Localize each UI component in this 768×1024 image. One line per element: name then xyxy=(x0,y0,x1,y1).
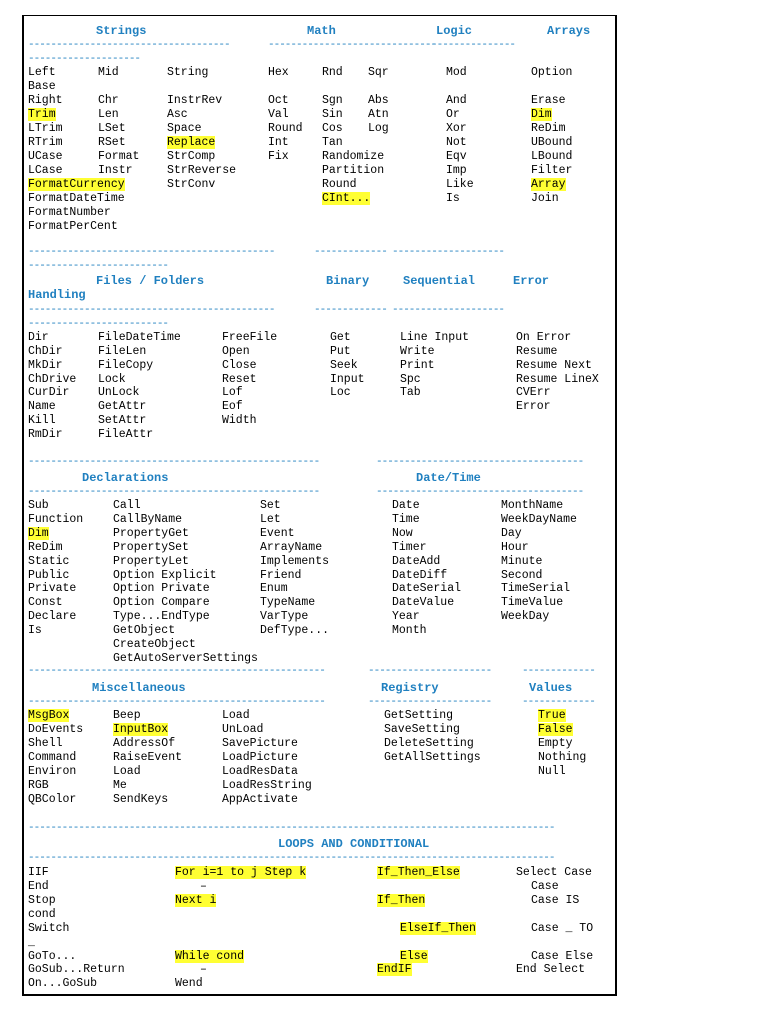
list-item: GoSub...Return xyxy=(28,963,125,976)
list-item: RTrim xyxy=(28,136,63,149)
list-item: Put xyxy=(330,345,351,358)
list-item: VarType xyxy=(260,610,309,623)
list-item: GetAttr xyxy=(98,400,147,413)
list-item: Option xyxy=(531,66,573,79)
list-item-highlighted: ElseIf_Then xyxy=(400,922,476,935)
list-item: ReDim xyxy=(531,122,566,135)
list-item: String xyxy=(167,66,209,79)
list-item: Left xyxy=(28,66,56,79)
list-item: Month xyxy=(392,624,427,637)
list-item-highlighted: Replace xyxy=(167,136,216,149)
divider: ------------------------------------ xyxy=(28,39,230,51)
list-item: Eof xyxy=(222,400,243,413)
list-item: Minute xyxy=(501,555,543,568)
list-item: LCase xyxy=(28,164,63,177)
list-item: FormatDateTime xyxy=(28,192,125,205)
list-item: ArrayName xyxy=(260,541,323,554)
list-item: Get xyxy=(330,331,351,344)
list-item: Static xyxy=(28,555,70,568)
list-item: FormatNumber xyxy=(28,206,111,219)
list-item: Write xyxy=(400,345,435,358)
list-item: Like xyxy=(446,178,474,191)
list-item: Cos xyxy=(322,122,343,135)
list-item: Wend xyxy=(175,977,203,990)
list-item: Type...EndType xyxy=(113,610,210,623)
divider: ---------------------------------------------------------------------------------------------- xyxy=(28,822,555,834)
list-item: _ xyxy=(28,936,35,949)
list-item-highlighted: Next i xyxy=(175,894,217,907)
list-item: Int xyxy=(268,136,289,149)
divider: --------------- xyxy=(431,39,516,51)
list-item: Not xyxy=(446,136,467,149)
list-item: FreeFile xyxy=(222,331,278,344)
list-item: – xyxy=(200,963,207,976)
list-item: Now xyxy=(392,527,413,540)
logic-heading: Logic xyxy=(436,24,473,38)
list-item-highlighted: Array xyxy=(531,178,566,191)
list-item: Let xyxy=(260,513,281,526)
divider: ---------------------------------------------------------------------------------------------- xyxy=(28,852,555,864)
list-item: CVErr xyxy=(516,386,551,399)
divider: ------------------------------ xyxy=(268,39,437,51)
list-item: Filter xyxy=(531,164,573,177)
list-item: Day xyxy=(501,527,522,540)
list-item: LSet xyxy=(98,122,126,135)
list-item: Tab xyxy=(400,386,421,399)
list-item: PropertyGet xyxy=(113,527,189,540)
list-item: RaiseEvent xyxy=(113,751,183,764)
list-item: End xyxy=(28,880,49,893)
divider: ---------------------- xyxy=(368,665,492,677)
list-item: Base xyxy=(28,80,56,93)
list-item: RSet xyxy=(98,136,126,149)
list-item: Case Else xyxy=(531,950,594,963)
list-item: SaveSetting xyxy=(384,723,460,736)
list-item: Call xyxy=(113,499,141,512)
list-item: Close xyxy=(222,359,257,372)
list-item: Implements xyxy=(260,555,330,568)
list-item: Select Case xyxy=(516,866,592,879)
list-item: Fix xyxy=(268,150,289,163)
list-item: SavePicture xyxy=(222,737,298,750)
list-item: Mid xyxy=(98,66,119,79)
list-item: LTrim xyxy=(28,122,63,135)
binary-heading: Binary xyxy=(326,274,370,288)
list-item: Seek xyxy=(330,359,358,372)
list-item: Enum xyxy=(260,582,288,595)
divider: ------------------------------------- xyxy=(376,456,584,468)
list-item: Is xyxy=(28,624,42,637)
loops-heading: LOOPS AND CONDITIONAL xyxy=(278,837,430,851)
list-item: Sin xyxy=(322,108,343,121)
values-heading: Values xyxy=(529,681,573,695)
list-item: Beep xyxy=(113,709,141,722)
list-item: Name xyxy=(28,400,56,413)
list-item: CallByName xyxy=(113,513,183,526)
list-item: Lof xyxy=(222,386,243,399)
list-item: Sub xyxy=(28,499,49,512)
datetime-heading: Date/Time xyxy=(416,471,481,485)
list-item: AppActivate xyxy=(222,793,298,806)
list-item: LoadResString xyxy=(222,779,312,792)
list-item: Load xyxy=(222,709,250,722)
list-item: Instr xyxy=(98,164,133,177)
list-item: Case xyxy=(531,880,559,893)
list-item: TimeValue xyxy=(501,596,564,609)
list-item: Null xyxy=(538,765,566,778)
list-item: Atn xyxy=(368,108,389,121)
list-item: Xor xyxy=(446,122,467,135)
list-item: Join xyxy=(531,192,559,205)
declarations-heading: Declarations xyxy=(82,471,169,485)
list-item: GoTo... xyxy=(28,950,77,963)
list-item: Time xyxy=(392,513,420,526)
list-item-highlighted: MsgBox xyxy=(28,709,70,722)
divider: ------------------------- xyxy=(28,260,169,272)
divider: ------------- xyxy=(314,304,387,316)
list-item: SendKeys xyxy=(113,793,169,806)
list-item-highlighted: While cond xyxy=(175,950,245,963)
list-item: ReDim xyxy=(28,541,63,554)
math-heading: Math xyxy=(307,24,336,38)
divider: ----------------------------------------------------- xyxy=(28,665,325,677)
list-item: StrReverse xyxy=(167,164,237,177)
list-item: LoadPicture xyxy=(222,751,298,764)
list-item: DefType... xyxy=(260,624,330,637)
list-item: Dir xyxy=(28,331,49,344)
list-item: Asc xyxy=(167,108,188,121)
divider: -------------------- xyxy=(392,246,505,258)
list-item: GetAutoServerSettings xyxy=(113,652,258,665)
list-item: Partition xyxy=(322,164,385,177)
divider: ---------------------------------------------------- xyxy=(28,486,320,498)
list-item: TimeSerial xyxy=(501,582,571,595)
list-item: UnLoad xyxy=(222,723,264,736)
divider: -------------------- xyxy=(392,304,505,316)
error-heading-line2: Handling xyxy=(28,288,86,302)
divider: ------------- xyxy=(314,246,387,258)
list-item: UCase xyxy=(28,150,63,163)
list-item: IIF xyxy=(28,866,49,879)
list-item: SetAttr xyxy=(98,414,147,427)
list-item: DeleteSetting xyxy=(384,737,474,750)
list-item-highlighted: True xyxy=(538,709,566,722)
highlight-cint: CInt... xyxy=(322,192,371,205)
list-item: Oct xyxy=(268,94,289,107)
list-item-highlighted: EndIF xyxy=(377,963,412,976)
divider: ------------- xyxy=(522,665,595,677)
list-item-highlighted: False xyxy=(538,723,573,736)
list-item: Case IS xyxy=(531,894,580,907)
error-heading: Error xyxy=(513,274,550,288)
list-item: StrComp xyxy=(167,150,216,163)
divider: ----------------------------------------------------- xyxy=(28,696,325,708)
list-item: Command xyxy=(28,751,77,764)
list-item: On Error xyxy=(516,331,572,344)
list-item: Event xyxy=(260,527,295,540)
list-item: Me xyxy=(113,779,127,792)
list-item: Shell xyxy=(28,737,63,750)
list-item: On...GoSub xyxy=(28,977,98,990)
list-item: Spc xyxy=(400,373,421,386)
list-item: Round xyxy=(268,122,303,135)
list-item: InstrRev xyxy=(167,94,223,107)
list-item: Sqr xyxy=(368,66,389,79)
list-item: Second xyxy=(501,569,543,582)
list-item: FileLen xyxy=(98,345,147,358)
list-item: DateAdd xyxy=(392,555,441,568)
list-item: Resume Next xyxy=(516,359,592,372)
divider: ------------- xyxy=(522,696,595,708)
list-item: Lock xyxy=(98,373,126,386)
list-item: Stop xyxy=(28,894,56,907)
list-item: Mod xyxy=(446,66,467,79)
list-item: DateDiff xyxy=(392,569,448,582)
list-item: Sgn xyxy=(322,94,343,107)
list-item: CreateObject xyxy=(113,638,196,651)
list-item: Load xyxy=(113,765,141,778)
list-item: Round xyxy=(322,178,357,191)
list-item-highlighted: Dim xyxy=(531,108,552,121)
strings-heading: Strings xyxy=(96,24,147,38)
list-item-highlighted: If_Then_Else xyxy=(377,866,460,879)
list-item: TypeName xyxy=(260,596,316,609)
list-item: Switch xyxy=(28,922,70,935)
list-item: Resume LineX xyxy=(516,373,599,386)
list-item: PropertyLet xyxy=(113,555,189,568)
divider: -------------------------------------------- xyxy=(28,304,275,316)
list-item: Private xyxy=(28,582,77,595)
list-item: Year xyxy=(392,610,420,623)
list-item: GetAllSettings xyxy=(384,751,481,764)
divider: -------------------- xyxy=(28,53,141,65)
list-item: RmDir xyxy=(28,428,63,441)
list-item: LBound xyxy=(531,150,573,163)
list-item: WeekDayName xyxy=(501,513,577,526)
list-item: Tan xyxy=(322,136,343,149)
divider: ------------------------- xyxy=(28,318,169,330)
list-item: CurDir xyxy=(28,386,70,399)
list-item: Option Private xyxy=(113,582,210,595)
list-item: Imp xyxy=(446,164,467,177)
list-item: Nothing xyxy=(538,751,587,764)
sequential-heading: Sequential xyxy=(403,274,476,288)
arrays-heading: Arrays xyxy=(547,24,591,38)
list-item: FormatPerCent xyxy=(28,220,118,233)
list-item: Timer xyxy=(392,541,427,554)
list-item: Width xyxy=(222,414,257,427)
list-item: DateSerial xyxy=(392,582,462,595)
list-item: Kill xyxy=(28,414,56,427)
divider: -------------------------------------------- xyxy=(28,246,275,258)
list-item: Set xyxy=(260,499,281,512)
list-item: Rnd xyxy=(322,66,343,79)
list-item: UBound xyxy=(531,136,573,149)
list-item: Space xyxy=(167,122,202,135)
files-heading: Files / Folders xyxy=(96,274,205,288)
list-item: Hex xyxy=(268,66,289,79)
list-item: Abs xyxy=(368,94,389,107)
list-item-highlighted: If_Then xyxy=(377,894,426,907)
list-item-highlighted xyxy=(322,192,370,205)
list-item: GetSetting xyxy=(384,709,454,722)
list-item: Loc xyxy=(330,386,351,399)
list-item: Format xyxy=(98,150,140,163)
list-item: WeekDay xyxy=(501,610,550,623)
list-item: Const xyxy=(28,596,63,609)
list-item-highlighted: Else xyxy=(400,950,428,963)
list-item: Line Input xyxy=(400,331,470,344)
list-item-highlighted: Dim xyxy=(28,527,49,540)
list-item: Log xyxy=(368,122,389,135)
list-item: FileDateTime xyxy=(98,331,181,344)
list-item: Right xyxy=(28,94,63,107)
list-item: Option Compare xyxy=(113,596,210,609)
list-item: QBColor xyxy=(28,793,77,806)
list-item: Public xyxy=(28,569,70,582)
misc-heading: Miscellaneous xyxy=(92,681,186,695)
list-item-highlighted: InputBox xyxy=(113,723,169,736)
list-item: Erase xyxy=(531,94,566,107)
list-item: – xyxy=(200,880,207,893)
list-item: Reset xyxy=(222,373,257,386)
list-item: Function xyxy=(28,513,84,526)
list-item-highlighted: Trim xyxy=(28,108,56,121)
list-item: Print xyxy=(400,359,435,372)
list-item: Friend xyxy=(260,569,302,582)
list-item: FileAttr xyxy=(98,428,154,441)
list-item-highlighted: For i=1 to j Step k xyxy=(175,866,307,879)
list-item: cond xyxy=(28,908,56,921)
list-item: Error xyxy=(516,400,551,413)
list-item: ChDir xyxy=(28,345,63,358)
list-item: UnLock xyxy=(98,386,140,399)
list-item: Hour xyxy=(501,541,529,554)
list-item: RGB xyxy=(28,779,49,792)
list-item: LoadResData xyxy=(222,765,298,778)
list-item: Option Explicit xyxy=(113,569,217,582)
divider: ---------------------------------------------------- xyxy=(28,456,320,468)
list-item: Val xyxy=(268,108,289,121)
divider: ------------------------------------- xyxy=(376,486,584,498)
list-item: Resume xyxy=(516,345,558,358)
list-item: Open xyxy=(222,345,250,358)
list-item-highlighted: FormatCurrency xyxy=(28,178,125,191)
list-item: DateValue xyxy=(392,596,455,609)
list-item: GetObject xyxy=(113,624,176,637)
list-item: Eqv xyxy=(446,150,467,163)
list-item: Date xyxy=(392,499,420,512)
list-item: Environ xyxy=(28,765,77,778)
list-item: Input xyxy=(330,373,365,386)
list-item: PropertySet xyxy=(113,541,189,554)
list-item: Chr xyxy=(98,94,119,107)
registry-heading: Registry xyxy=(381,681,439,695)
list-item: Is xyxy=(446,192,460,205)
list-item: Len xyxy=(98,108,119,121)
list-item: Randomize xyxy=(322,150,385,163)
list-item: And xyxy=(446,94,467,107)
list-item: DoEvents xyxy=(28,723,84,736)
list-item: Empty xyxy=(538,737,573,750)
list-item: End Select xyxy=(516,963,586,976)
list-item: Or xyxy=(446,108,460,121)
list-item: MkDir xyxy=(28,359,63,372)
list-item: AddressOf xyxy=(113,737,176,750)
list-item: FileCopy xyxy=(98,359,154,372)
list-item: StrConv xyxy=(167,178,216,191)
divider: ---------------------- xyxy=(368,696,492,708)
list-item: MonthName xyxy=(501,499,564,512)
list-item: Declare xyxy=(28,610,77,623)
list-item: Case _ TO xyxy=(531,922,594,935)
list-item: ChDrive xyxy=(28,373,77,386)
